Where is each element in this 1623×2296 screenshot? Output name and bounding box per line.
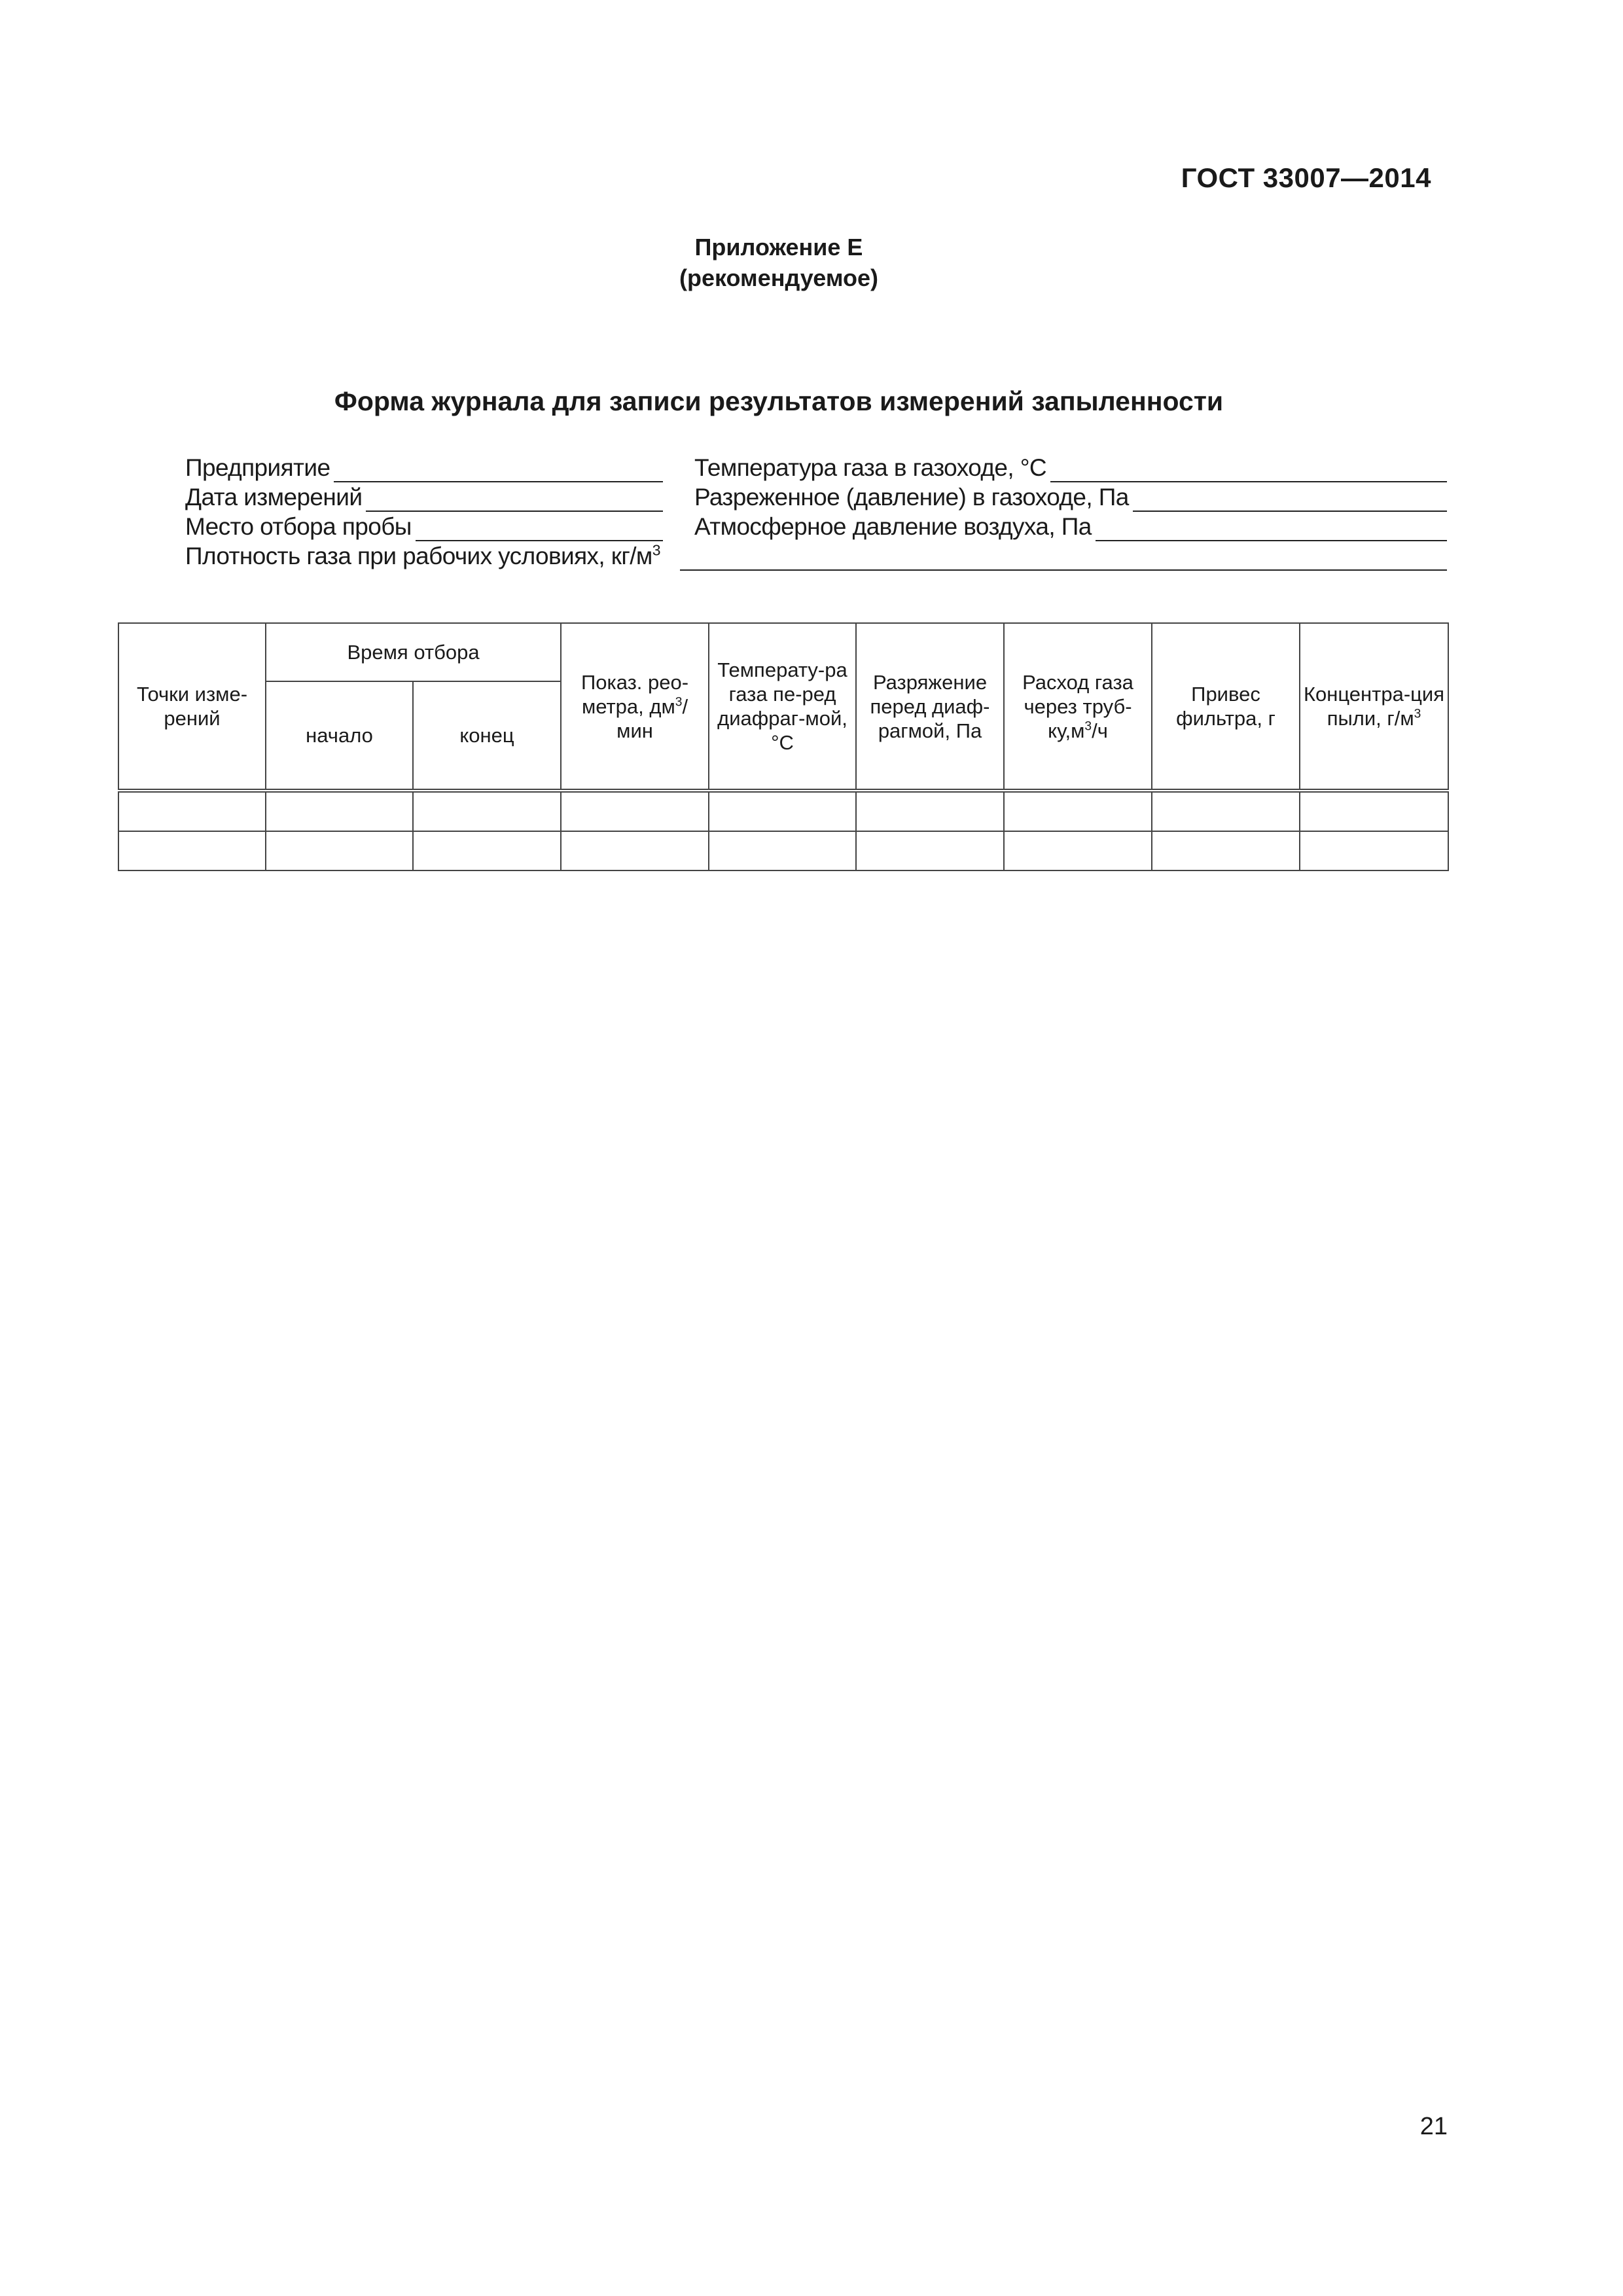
rarefaction-label: Разреженное (давление) в газоходе, Па <box>694 484 1129 511</box>
col-rarefaction-header: Разряжение перед диаф-рагмой, Па <box>856 623 1004 791</box>
table-cell[interactable] <box>561 791 709 831</box>
gas-temperature-input-line[interactable] <box>1050 457 1447 482</box>
table-cell[interactable] <box>413 831 561 870</box>
rarefaction-field[interactable] <box>694 483 1447 512</box>
col-time-end-header: конец <box>413 681 561 791</box>
col-rheometer-header: Показ. рео-метра, $дм^3$/мин <box>561 623 709 791</box>
document-code: ГОСТ 33007—2014 <box>1181 162 1431 193</box>
table-body <box>118 791 1448 870</box>
col-flow-header: Расход газа через труб-$ку,м^3/ч$ <box>1004 623 1152 791</box>
col-filter-header: Привес фильтра, г <box>1152 623 1300 791</box>
appendix-note: (рекомендуемое) <box>679 264 878 291</box>
form-title: Форма журнала для записи результатов измерений запыленности <box>334 386 1224 416</box>
table-row <box>118 791 1448 831</box>
appendix-title: Приложение Е <box>694 234 863 260</box>
table-cell[interactable] <box>118 831 266 870</box>
table-cell[interactable] <box>709 831 856 870</box>
table-cell[interactable] <box>1300 791 1448 831</box>
enterprise-field[interactable] <box>185 454 663 482</box>
measurement-table <box>118 622 1449 871</box>
enterprise-label: Предприятие <box>185 454 330 481</box>
table-cell[interactable] <box>1152 831 1300 870</box>
sampling-place-field[interactable] <box>185 512 663 541</box>
col-temperature-header: Температу-ра газа пе-ред диафраг-мой, °С <box>709 623 856 791</box>
table-cell[interactable] <box>1152 791 1300 831</box>
atm-pressure-field[interactable] <box>694 512 1447 541</box>
table-cell[interactable] <box>1004 791 1152 831</box>
measurement-date-field[interactable] <box>185 483 663 512</box>
gas-density-field[interactable] <box>185 542 1447 571</box>
table-cell[interactable] <box>118 791 266 831</box>
col-time-group-header: Время отбора <box>266 623 561 681</box>
rarefaction-input-line[interactable] <box>1133 487 1447 512</box>
col-points-header: Точки изме-рений <box>118 623 266 791</box>
table-cell[interactable] <box>1004 831 1152 870</box>
col-concentration-header: Концентра-ция пыли, $г/м^3$ <box>1300 623 1448 791</box>
table-cell[interactable] <box>709 791 856 831</box>
table-cell[interactable] <box>266 831 413 870</box>
sampling-place-label: Место отбора пробы <box>185 513 412 540</box>
gas-temperature-field[interactable] <box>694 454 1447 482</box>
table-cell[interactable] <box>413 791 561 831</box>
table-cell[interactable] <box>266 791 413 831</box>
atm-pressure-input-line[interactable] <box>1096 516 1447 541</box>
gas-temperature-label: Температура газа в газоходе, °С <box>694 454 1047 481</box>
table-cell[interactable] <box>561 831 709 870</box>
measurement-date-input-line[interactable] <box>366 487 663 512</box>
gas-density-label: Плотность газа при рабочих условиях, $кг/м^3$ <box>185 541 660 569</box>
col-time-start-header: начало <box>266 681 413 791</box>
enterprise-input-line[interactable] <box>334 457 663 482</box>
table-cell[interactable] <box>1300 831 1448 870</box>
table-cell[interactable] <box>856 831 1004 870</box>
atm-pressure-label: Атмосферное давление воздуха, Па <box>694 513 1092 540</box>
table-row <box>118 831 1448 870</box>
measurement-date-label: Дата измерений <box>185 484 363 511</box>
page-number: 21 <box>1419 2113 1448 2140</box>
gas-density-input-line[interactable] <box>680 546 1447 571</box>
sampling-place-input-line[interactable] <box>416 516 663 541</box>
table-cell[interactable] <box>856 791 1004 831</box>
